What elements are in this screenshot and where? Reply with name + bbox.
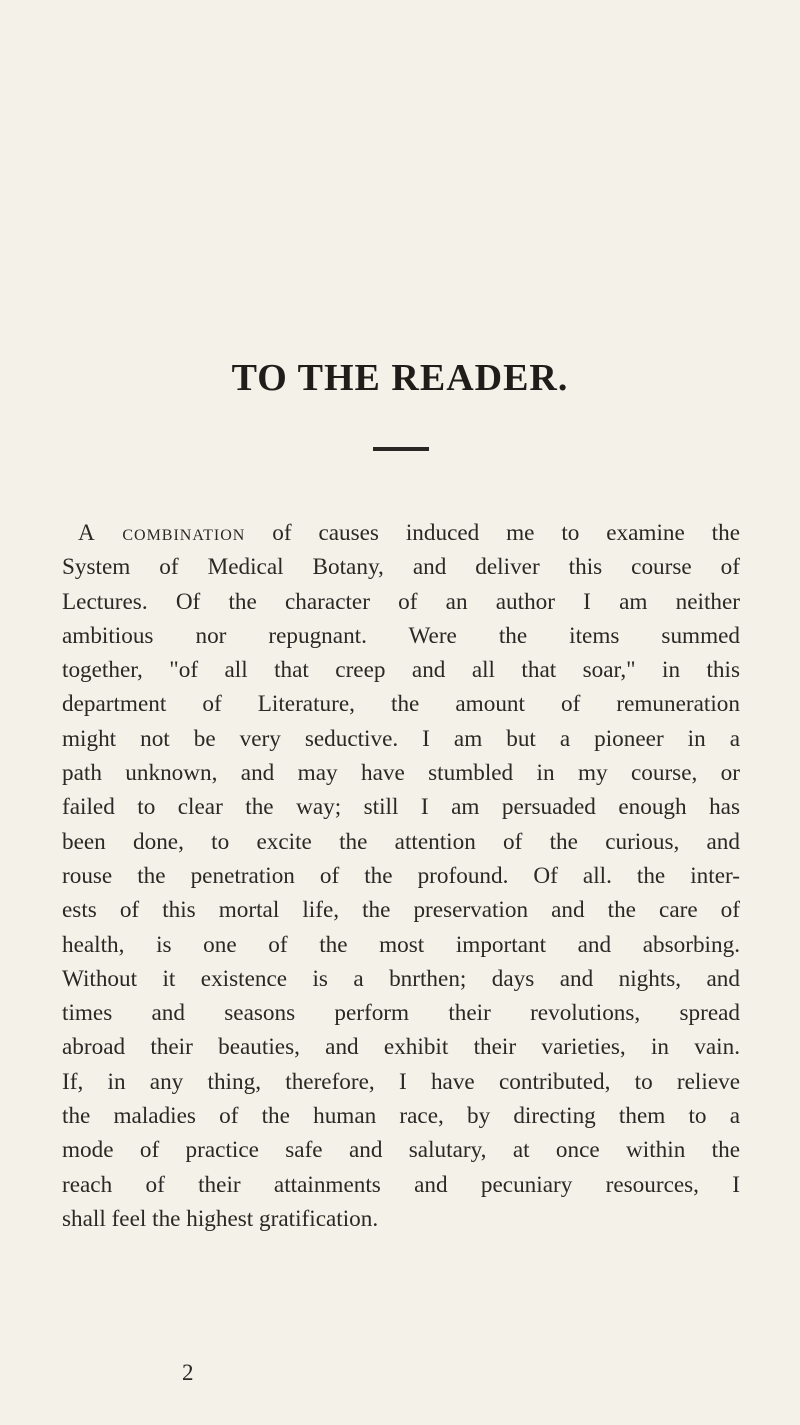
page-heading: TO THE READER. (231, 357, 569, 399)
page-number: 2 (182, 1360, 194, 1385)
paragraph-line: abroad their beauties, and exhibit their varieties, in vain. (62, 1034, 740, 1061)
paragraph-line: might not be very seductive. I am but a pioneer in a (62, 725, 740, 752)
paragraph-line: been done, to excite the attention of the curious, and (62, 828, 740, 855)
paragraph-line: the maladies of the human race, by directing them to a (62, 1103, 740, 1130)
paragraph-line: mode of practice safe and salutary, at once within the (62, 1137, 740, 1164)
paragraph-line: rouse the penetration of the profound. Of all. the inter- (62, 862, 740, 889)
heading-rule (373, 447, 429, 451)
paragraph-line: ambitious nor repugnant. Were the items summed (62, 622, 740, 649)
paragraph-line: shall feel the highest gratification. (62, 1205, 379, 1232)
paragraph-line: reach of their attainments and pecuniary resources, I (62, 1171, 740, 1198)
paragraph-line: System of Medical Botany, and deliver this course of (62, 554, 740, 581)
paragraph-line: ests of this mortal life, the preservation and the care of (62, 897, 740, 924)
paragraph-line: If, in any thing, therefore, I have contributed, to relieve (62, 1068, 740, 1095)
preface-paragraph (62, 516, 740, 1236)
paragraph-line (62, 516, 740, 550)
paragraph-line: times and seasons perform their revolutions, spread (62, 1000, 740, 1027)
paragraph-line: health, is one of the most important and absorbing. (62, 931, 740, 958)
lead-word: A combination (78, 520, 246, 546)
paragraph-line: failed to clear the way; still I am persuaded enough has (62, 794, 740, 821)
paragraph-line: Without it existence is a bnrthen; days and nights, and (62, 965, 740, 992)
paragraph-line: department of Literature, the amount of remuneration (62, 691, 740, 718)
paragraph-line: path unknown, and may have stumbled in my course, or (62, 760, 740, 787)
paragraph-line: Lectures. Of the character of an author I am neither (62, 588, 740, 615)
paragraph-line-text: of causes induced me to examine the (245, 520, 741, 546)
paragraph-line: together, "of all that creep and all that soar," in this (62, 657, 740, 684)
